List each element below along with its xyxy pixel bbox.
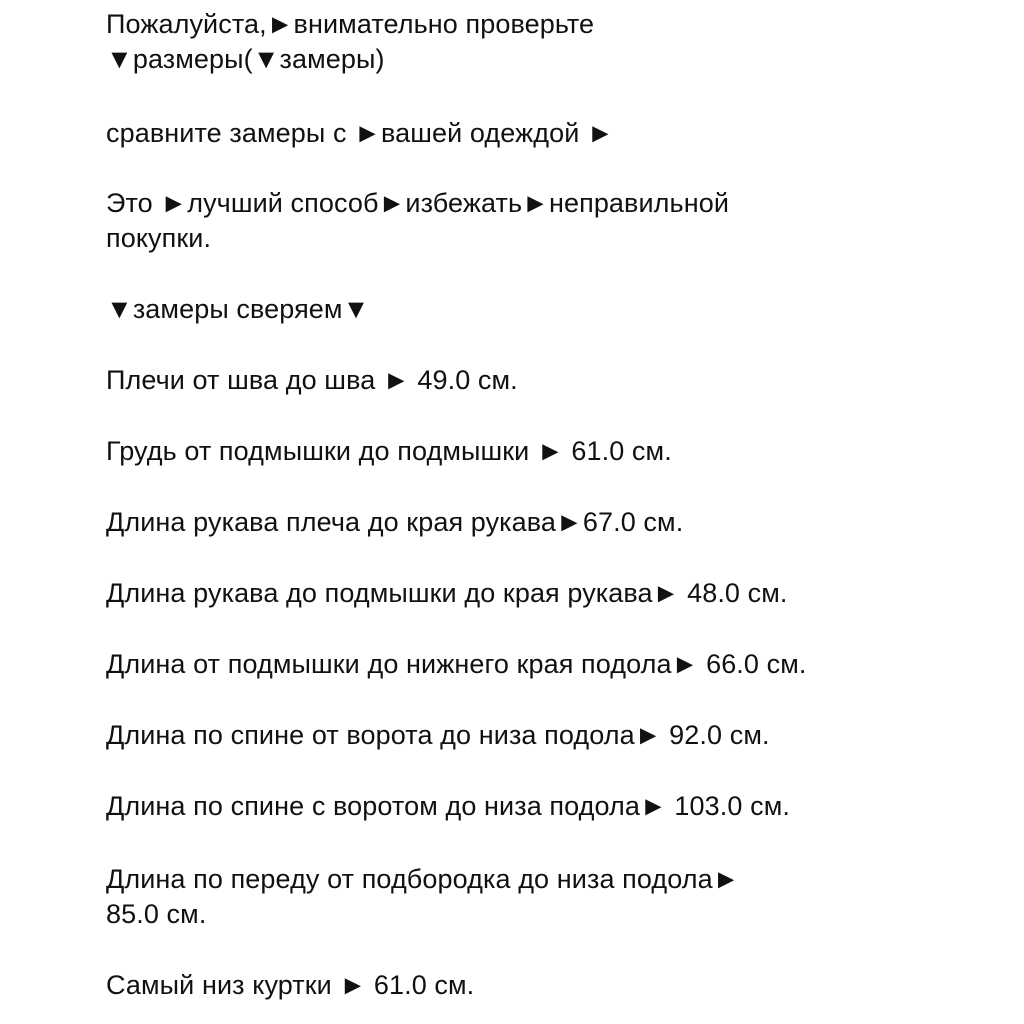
best-way-text: Это ►лучший способ►избежать►неправильной покупки. (106, 188, 730, 253)
measurement-back-with-collar: Длина по спине с воротом до низа подола► 103.0 см. (106, 791, 790, 821)
compare-text: сравните замеры с ►вашей одеждой ► (106, 118, 614, 148)
measurement-sleeve-from-shoulder: Длина рукава плеча до края рукава►67.0 см. (106, 507, 684, 537)
measurement-front-from-chin: Длина по переду от подбородка до низа подола► 85.0 см. (106, 864, 740, 929)
measurement-armpit-to-hem: Длина от подмышки до нижнего края подола► 66.0 см. (106, 649, 807, 679)
measurement-back-from-collar: Длина по спине от ворота до низа подола► 92.0 см. (106, 720, 770, 750)
check-heading: ▼замеры сверяем▼ (106, 294, 370, 324)
measurement-sleeve-from-armpit: Длина рукава до подмышки до края рукава► 48.0 см. (106, 578, 788, 608)
intro-text: Пожалуйста,►внимательно проверьте ▼размеры(▼замеры) (106, 9, 595, 74)
measurement-jacket-bottom: Самый низ куртки ► 61.0 см. (106, 970, 475, 1000)
measurement-shoulders: Плечи от шва до шва ► 49.0 см. (106, 365, 518, 395)
measurement-chest: Грудь от подмышки до подмышки ► 61.0 см. (106, 436, 672, 466)
